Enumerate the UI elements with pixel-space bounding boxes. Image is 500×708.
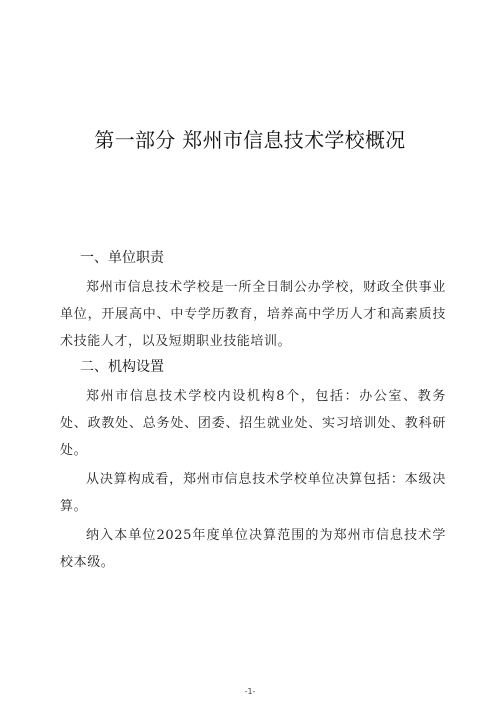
organization-paragraph: 郑州市信息技术学校内设机构8个，包括：办公室、教务处、政教处、总务处、团委、招生就业处、实习培训处、教科研处。: [60, 389, 446, 458]
page-title: 第一部分 郑州市信息技术学校概况: [94, 128, 406, 152]
budget-composition-paragraph: 从决算构成看，郑州市信息技术学校单位决算包括：本级决算。: [60, 472, 446, 514]
responsibilities-paragraph: 郑州市信息技术学校是一所全日制公办学校，财政全供事业单位，开展高中、中专学历教育，培养高中学历人才和高素质技术技能人才，以及短期职业技能培训。: [60, 280, 446, 349]
page-number: -1-: [244, 687, 256, 696]
document-body: [60, 248, 446, 578]
section-heading-responsibilities: 一、单位职责: [80, 250, 164, 266]
section-heading-organization: 二、机构设置: [80, 359, 164, 375]
budget-scope-paragraph: 纳入本单位2025年度单位决算范围的为郑州市信息技术学校本级。: [60, 528, 446, 570]
